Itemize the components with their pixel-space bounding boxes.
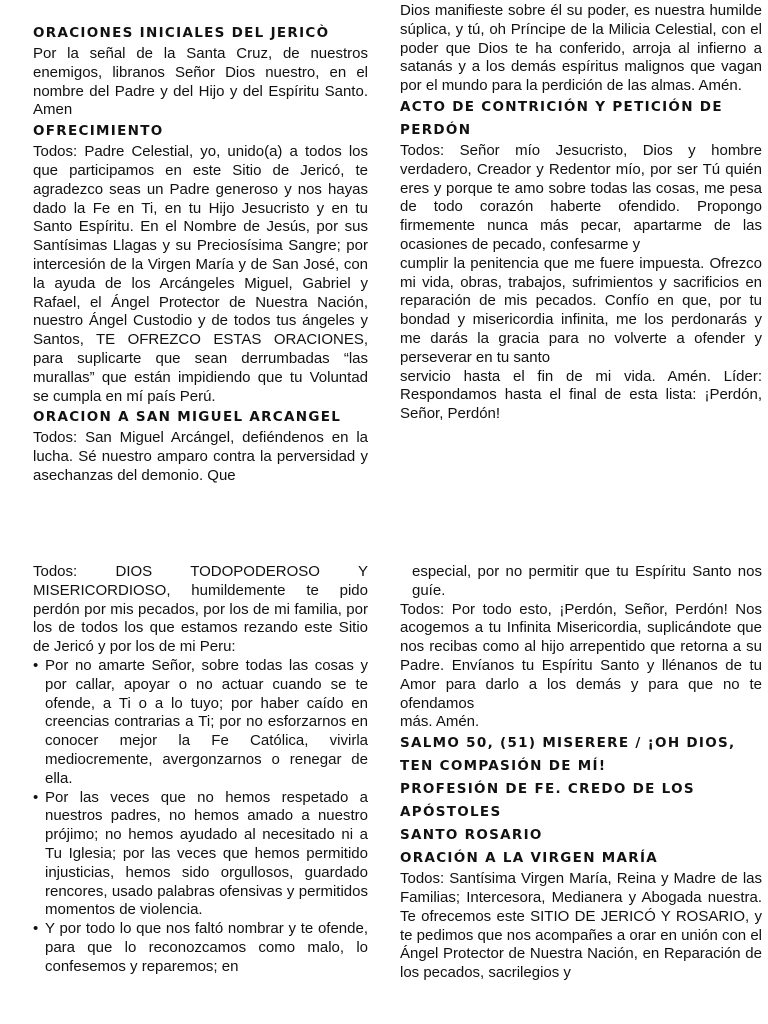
- paragraph-virgen-maria: Todos: Santísima Virgen María, Reina y Madre de las Familias; Intercesora, Medianera y Abogada nuestra. Te ofrecemos este SITIO DE JERICÓ Y ROSARIO, y te pedimos que nos acompañes a orar en unión con el Ángel Protector de Nuestra Nación, en Reparación de los pecados, sacrilegios y: [400, 870, 762, 982]
- paragraph-contricion-2: cumplir la penitencia que me fuere impuesta. Ofrezco mi vida, obras, trabajos, sufrimientos y sacrificios en reparación de mis pecados. Confío en que, por tu bondad y misericordia infinita, me los perdonarás y me darás la gracia para no volverte a ofender y perseverar en tu santo: [400, 254, 762, 366]
- paragraph-ofrecimiento: Todos: Padre Celestial, yo, unido(a) a todos los que participamos en este Sitio de Jericó, te agradezco seas un Padre generoso y nos hayas dado la Fe en Ti, en tu Hijo Jesucristo y en tu Santo Espíritu. En el Nombre de Jesús, por sus Santísimas Llagas y su Preciosísima Sangre; por intercesión de la Virgen María y de San José, con la ayuda de los Arcángeles Miguel, Gabriel y Rafael, el Ángel Protector de Nuestra Nación, nuestro Ángel Custodio y de todos tus ángeles y Santos, TE OFREZCO ESTAS ORACIONES, para suplicarte que sean derrumbadas “las murallas” que están impidiendo que tu Voluntad se cumpla en mí país Perú.: [33, 143, 368, 405]
- column-top-left: [33, 22, 368, 486]
- heading-acto-contricion: ACTO DE CONTRICIÓN Y PETICIÓN DE PERDÓN: [400, 98, 723, 138]
- paragraph-especial: especial, por no permitir que tu Espíritu Santo nos guíe.: [412, 563, 762, 599]
- paragraph-san-miguel: Todos: San Miguel Arcángel, defiéndenos en la lucha. Sé nuestro amparo contra la perversidad y asechanzas del demonio. Que: [33, 429, 368, 484]
- column-top-right: [400, 2, 762, 424]
- heading-san-miguel: ORACION A SAN MIGUEL ARCANGEL: [33, 409, 342, 426]
- sin-list: [33, 657, 368, 977]
- paragraph-contricion-3: servicio hasta el fin de mi vida. Amén. Líder: Respondamos hasta el final de esta lista: ¡Perdón, Señor, Perdón!: [400, 367, 762, 423]
- paragraph-perdon-1: Todos: Por todo esto, ¡Perdón, Señor, Perdón! Nos acogemos a tu Infinita Misericordia, suplicándote que nos recibas como al hijo arrepentido que retorna a su Padre. Envíanos tu Espíritu Santo y llénanos de tu Amor para darlo a los demás y para que no te ofendamos: [400, 600, 762, 712]
- paragraph-senal-santa-cruz: Por la señal de la Santa Cruz, de nuestros enemigos, libranos Señor Dios nuestro, en el nombre del Padre y del Hijo y del Espíritu Santo. Amen: [33, 45, 368, 119]
- paragraph-contricion-1: Todos: Señor mío Jesucristo, Dios y hombre verdadero, Creador y Redentor mío, por ser Tú quién eres y porque te amo sobre todas las cosas, me pesa de todo corazón haberte ofendido. Propongo firmemente nunca más pecar, apartarme de las ocasiones de pecado, confesarme y: [400, 141, 762, 253]
- list-item: • Por las veces que no hemos respetado a nuestros padres, no hemos amado a nuestro prójimo; no hemos ayudado al necesitado ni a Tu Iglesia; por las veces que hemos permitido injusticias, hemos sido orgullosos, guardado rencores, usado palabras ofensivas y permitidos momentos de violencia.: [33, 789, 368, 921]
- heading-virgen-maria: ORACIÓN A LA VIRGEN MARÍA: [400, 850, 659, 867]
- heading-credo: PROFESIÓN DE FE. CREDO DE LOS APÓSTOLES: [400, 781, 695, 821]
- paragraph-san-miguel-cont: Dios manifieste sobre él su poder, es nuestra humilde súplica, y tú, oh Príncipe de la Milicia Celestial, con el poder que Dios te ha conferido, arroja al infierno a satanás y a los demás espíritus malignos que vagan por el mundo para la perdición de las almas. Amén.: [400, 2, 762, 95]
- paragraph-perdon-2: más. Amén.: [400, 713, 480, 731]
- list-item: • Por no amarte Señor, sobre todas las cosas y por callar, apoyar o no actuar cuando se te ofende, a Ti o a lo tuyo; por haber caído en creencias contrarias a Ti; por no esforzarnos en conocer mejor la Fe Católica, vivirla mediocremente, avergonzarnos o renegar de ella.: [33, 657, 368, 789]
- heading-oraciones-iniciales: ORACIONES INICIALES DEL JERICÒ: [33, 25, 330, 41]
- column-bottom-right: [400, 563, 762, 983]
- heading-salmo-50: SALMO 50, (51) MISERERE / ¡OH DIOS, TEN COMPASIÓN DE MÍ!: [400, 735, 736, 775]
- list-item: • Y por todo lo que nos faltó nombrar y te ofende, para que lo reconozcamos como malo, lo confesemos y reparemos; en: [33, 920, 368, 976]
- heading-ofrecimiento: OFRECIMIENTO: [33, 123, 164, 140]
- paragraph-dios-todopoderoso: Todos: DIOS TODOPODEROSO Y MISERICORDIOSO, humildemente te pido perdón por mis pecados, por los de mi familia, por los de todos los que estamos rezando este Sitio de Jericó y por los de mi Peru:: [33, 563, 368, 656]
- heading-santo-rosario: SANTO ROSARIO: [400, 827, 543, 844]
- column-bottom-left: [33, 563, 368, 977]
